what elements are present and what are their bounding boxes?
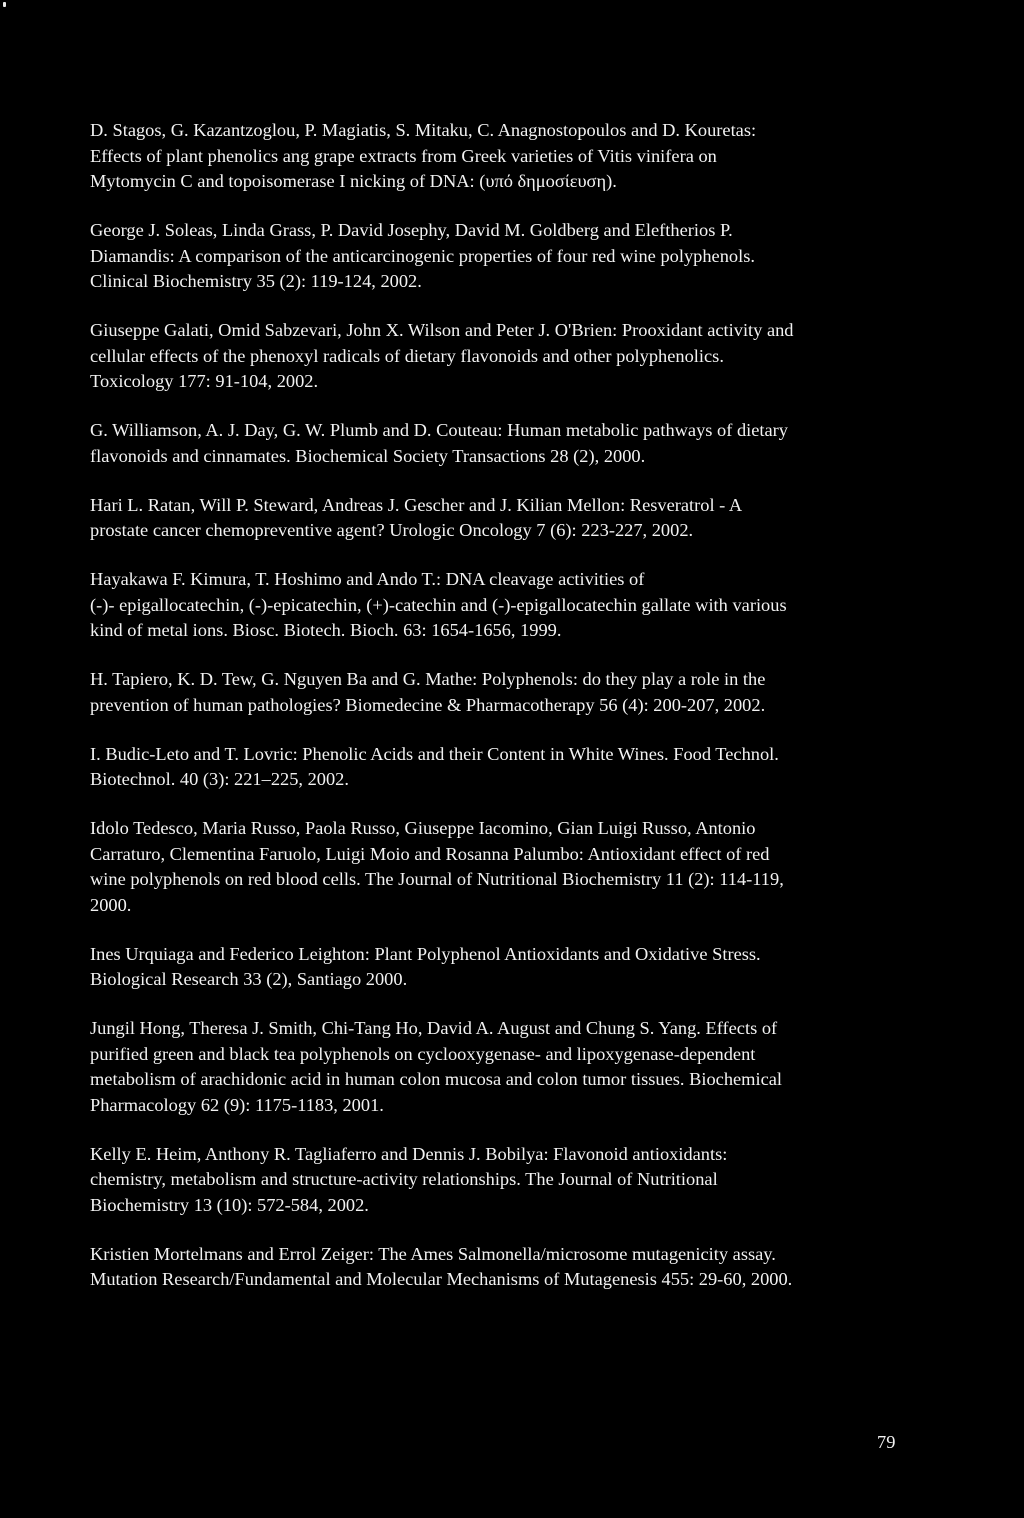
- reference-entry: [90, 418, 950, 469]
- reference-line: prevention of human pathologies? Biomedecine & Pharmacotherapy 56 (4): 200-207, 2002.: [90, 694, 766, 715]
- reference-line: George J. Soleas, Linda Grass, P. David Josephy, David M. Goldberg and Eleftherios P.: [90, 220, 733, 240]
- reference-entry: [90, 942, 950, 993]
- reference-line: G. Williamson, A. J. Day, G. W. Plumb and D. Couteau: Human metabolic pathways of dietary: [90, 420, 789, 440]
- reference-line: Biochemistry 13 (10): 572-584, 2002.: [90, 1194, 369, 1215]
- reference-entry: [90, 816, 950, 918]
- reference-line: Pharmacology 62 (9): 1175-1183, 2001.: [90, 1094, 384, 1115]
- reference-line: Jungil Hong, Theresa J. Smith, Chi-Tang Ho, David A. August and Chung S. Yang. Effects of: [90, 1018, 778, 1038]
- reference-line: purified green and black tea polyphenols on cyclooxygenase- and lipoxygenase-dependent: [90, 1043, 756, 1064]
- reference-line: kind of metal ions. Biosc. Biotech. Bioch. 63: 1654-1656, 1999.: [90, 620, 562, 640]
- reference-line: Hari L. Ratan, Will P. Steward, Andreas J. Gescher and J. Kilian Mellon: Resveratrol - A: [90, 494, 743, 515]
- reference-entry: [90, 118, 950, 195]
- reference-list: [90, 118, 950, 1316]
- reference-entry: [90, 1242, 950, 1293]
- reference-line: Biotechnol. 40 (3): 221–225, 2002.: [90, 769, 349, 789]
- scan-artifact-dot: [3, 2, 6, 7]
- reference-line: Kristien Mortelmans and Errol Zeiger: The Ames Salmonella/microsome mutagenicity assay.: [90, 1243, 776, 1264]
- reference-entry: [90, 567, 950, 644]
- reference-line: Clinical Biochemistry 35 (2): 119-124, 2002.: [90, 271, 422, 291]
- reference-line: Hayakawa F. Kimura, T. Hoshimo and Ando T.: DNA cleavage activities of: [90, 569, 645, 589]
- reference-line: (-)- epigallocatechin, (-)-epicatechin, (+)-catechin and (-)-epigallocatechin gallate with various: [90, 594, 787, 615]
- reference-line: Effects of plant phenolics ang grape extracts from Greek varieties of Vitis vinifera on: [90, 145, 717, 166]
- reference-entry: [90, 1016, 950, 1118]
- reference-line: D. Stagos, G. Kazantzoglou, P. Magiatis, S. Mitaku, C. Anagnostopoulos and D. Kouretas:: [90, 120, 757, 140]
- reference-line: Kelly E. Heim, Anthony R. Tagliaferro and Dennis J. Bobilya: Flavonoid antioxidants:: [90, 1143, 728, 1164]
- reference-entry: [90, 1142, 950, 1219]
- reference-line: prostate cancer chemopreventive agent? Urologic Oncology 7 (6): 223-227, 2002.: [90, 520, 694, 540]
- reference-line: flavonoids and cinnamates. Biochemical Society Transactions 28 (2), 2000.: [90, 445, 646, 466]
- reference-line: Mutation Research/Fundamental and Molecular Mechanisms of Mutagenesis 455: 29-60, 2000.: [90, 1269, 793, 1289]
- reference-line: Giuseppe Galati, Omid Sabzevari, John X. Wilson and Peter J. O'Brien: Prooxidant activity and: [90, 320, 794, 340]
- reference-entry: [90, 493, 950, 544]
- page-number: 79: [877, 1432, 896, 1452]
- reference-line: Diamandis: A comparison of the anticarcinogenic properties of four red wine polyphenols.: [90, 245, 755, 266]
- reference-line: Toxicology 177: 91-104, 2002.: [90, 371, 319, 391]
- reference-line: Ines Urquiaga and Federico Leighton: Plant Polyphenol Antioxidants and Oxidative Stress.: [90, 943, 761, 964]
- reference-line: wine polyphenols on red blood cells. The Journal of Nutritional Biochemistry 11 (2): 114-119,: [90, 869, 784, 889]
- reference-line: H. Tapiero, K. D. Tew, G. Nguyen Ba and G. Mathe: Polyphenols: do they play a role in the: [90, 669, 766, 689]
- reference-line: Carraturo, Clementina Faruolo, Luigi Moio and Rosanna Palumbo: Antioxidant effect of red: [90, 843, 770, 864]
- reference-entry: [90, 318, 950, 395]
- reference-line: metabolism of arachidonic acid in human colon mucosa and colon tumor tissues. Biochemical: [90, 1069, 783, 1089]
- reference-line: Idolo Tedesco, Maria Russo, Paola Russo, Giuseppe Iacomino, Gian Luigi Russo, Antonio: [90, 818, 756, 838]
- reference-entry: [90, 742, 950, 793]
- reference-line: cellular effects of the phenoxyl radicals of dietary flavonoids and other polyphenolics.: [90, 345, 724, 366]
- reference-line: 2000.: [90, 894, 132, 915]
- reference-line: chemistry, metabolism and structure-activity relationships. The Journal of Nutritional: [90, 1169, 718, 1189]
- reference-line: I. Budic-Leto and T. Lovric: Phenolic Acids and their Content in White Wines. Food Technol.: [90, 743, 779, 764]
- reference-line: Biological Research 33 (2), Santiago 2000.: [90, 969, 408, 989]
- reference-entry: [90, 218, 950, 295]
- reference-entry: [90, 667, 950, 718]
- reference-line: Mytomycin C and topoisomerase I nicking of DNA: (υπό δημοσίευση).: [90, 171, 617, 191]
